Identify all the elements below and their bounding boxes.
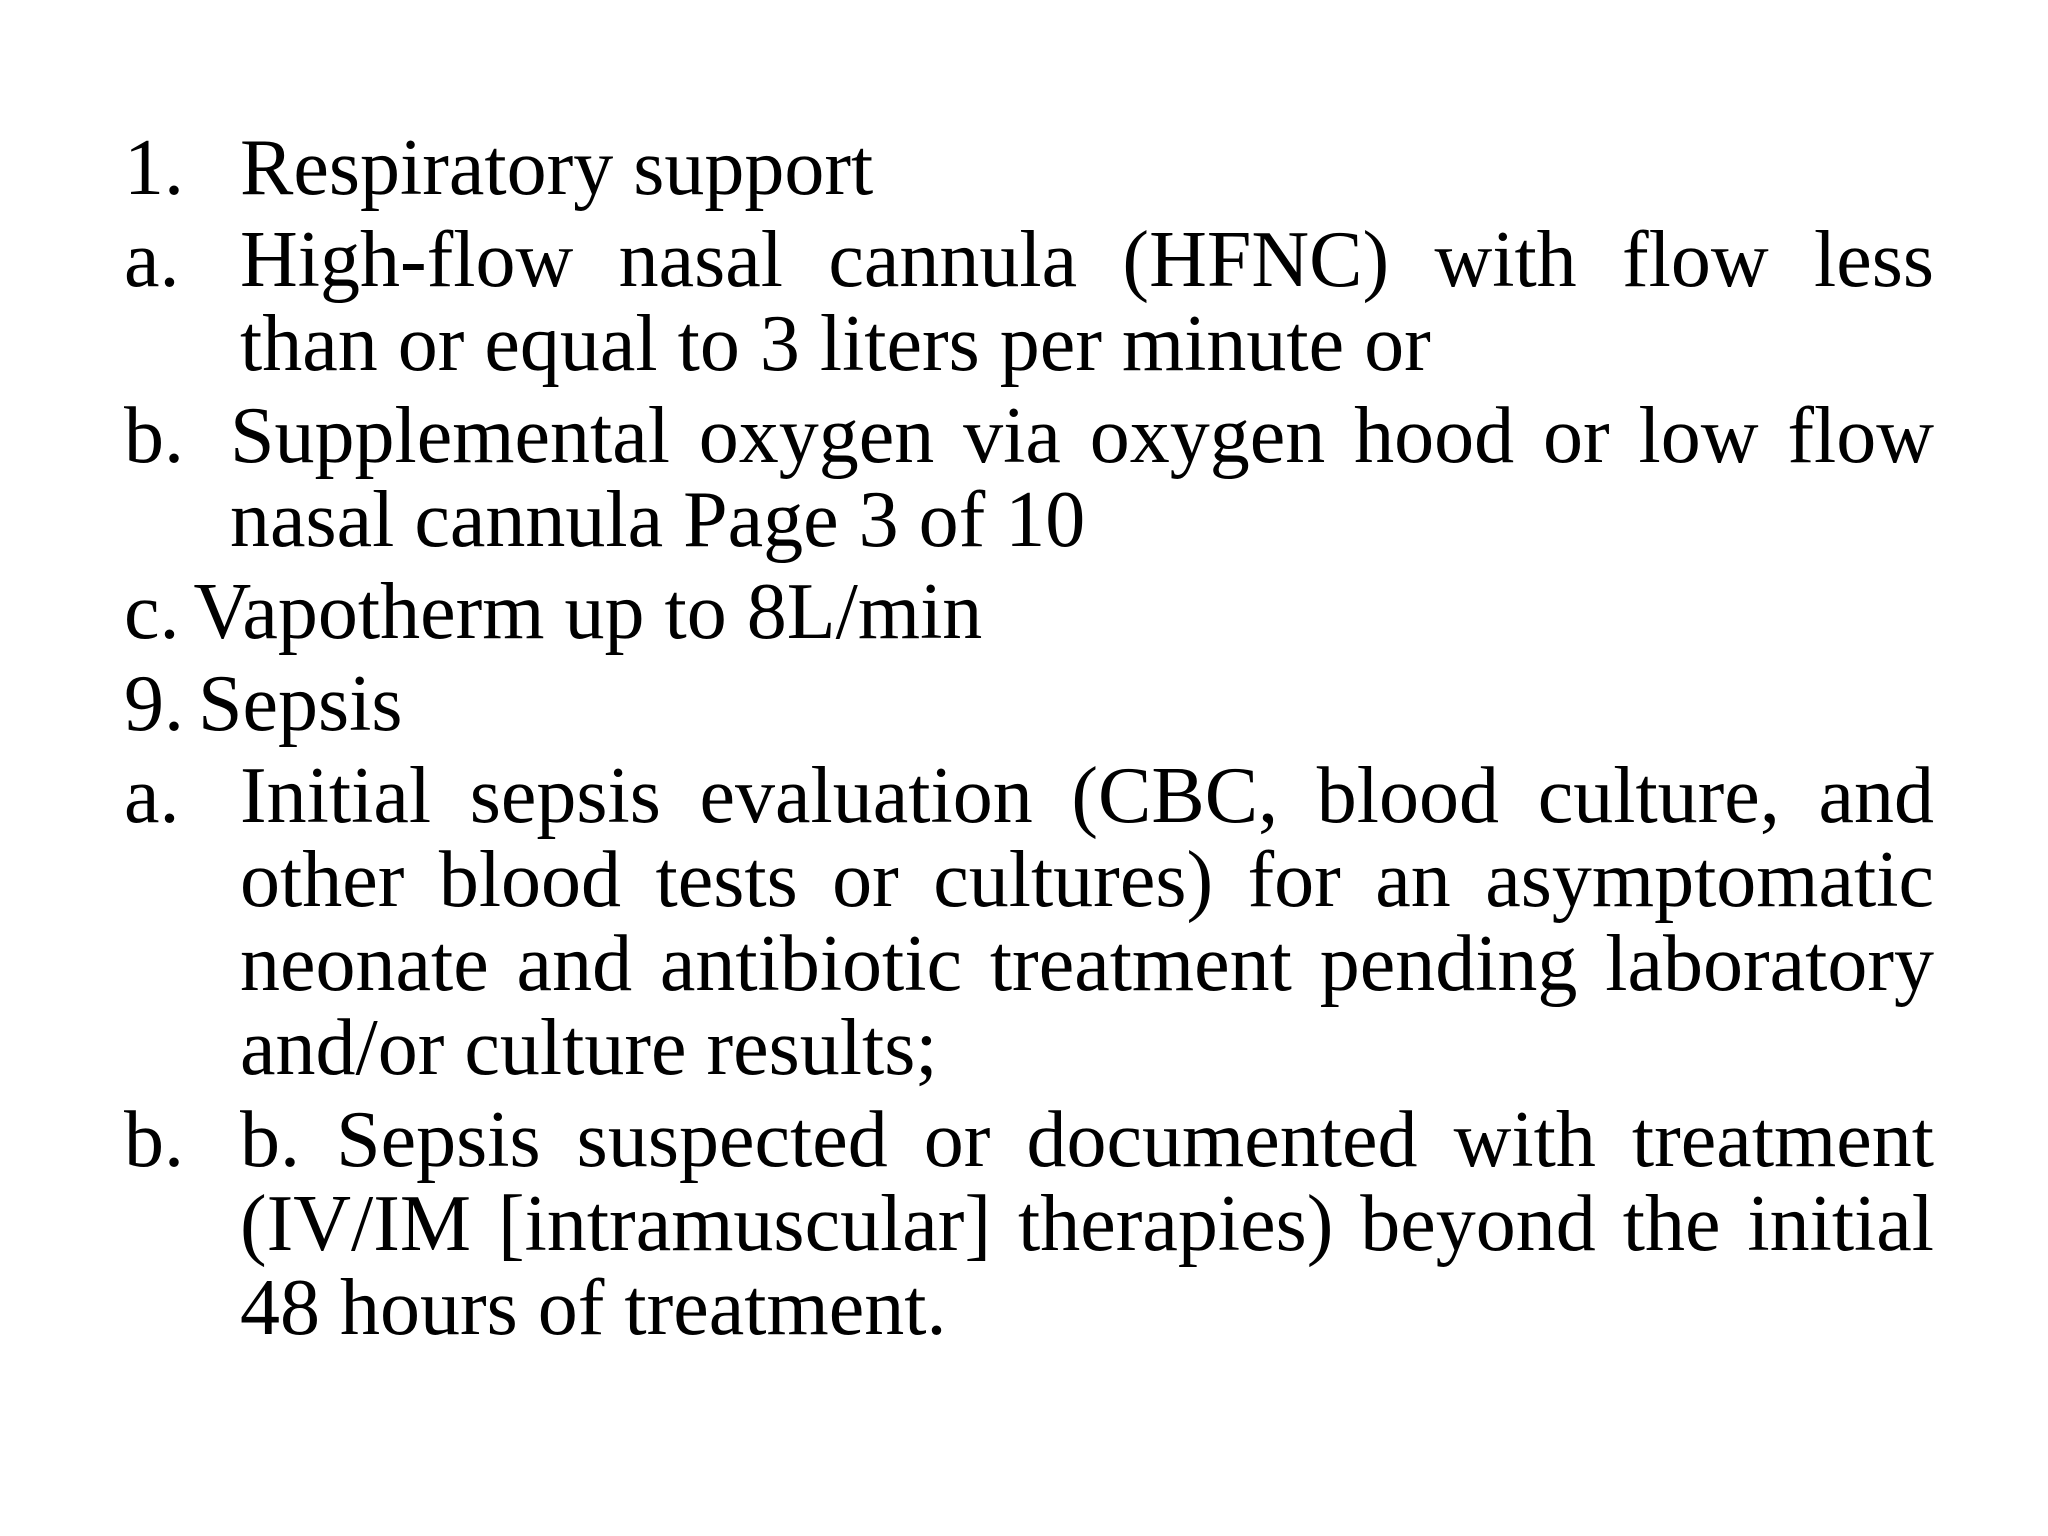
list-item-text: High-flow nasal cannula (HFNC) with flow less than or equal to 3 liters per minute or bbox=[240, 216, 1934, 388]
list-marker: b. bbox=[124, 392, 184, 480]
list-item-text: Vapotherm up to 8L/min bbox=[193, 568, 983, 656]
list-marker: 9. bbox=[124, 660, 184, 748]
list-item-text: b. Sepsis suspected or documented with treatment (IV/IM [intramuscular] therapies) beyond the initial 48 hours of treatment. bbox=[240, 1096, 1934, 1352]
list-item-hfnc bbox=[124, 218, 1934, 386]
list-marker: b. bbox=[124, 1096, 184, 1184]
list-marker: a. bbox=[124, 216, 180, 304]
list-marker: 1. bbox=[124, 124, 184, 212]
list-item-text: Respiratory support bbox=[240, 124, 874, 212]
list-item-text: Initial sepsis evaluation (CBC, blood culture, and other blood tests or cultures) for an asymptomatic neonate and antibiotic treatment pending laboratory and/or culture results; bbox=[240, 752, 1934, 1092]
list-item-text: Sepsis bbox=[198, 660, 403, 748]
list-item-sepsis bbox=[124, 662, 1934, 746]
list-item-sepsis-suspected bbox=[124, 1098, 1934, 1350]
list-item-vapotherm bbox=[124, 570, 1934, 654]
criteria-list bbox=[124, 126, 1934, 1358]
list-item-text: Supplemental oxygen via oxygen hood or low flow nasal cannula Page 3 of 10 bbox=[230, 392, 1934, 564]
list-item-supplemental-oxygen bbox=[124, 394, 1934, 562]
list-marker: a. bbox=[124, 752, 180, 840]
list-marker: c. bbox=[124, 568, 180, 656]
list-item-respiratory-support bbox=[124, 126, 1934, 210]
list-item-initial-sepsis-evaluation bbox=[124, 754, 1934, 1090]
